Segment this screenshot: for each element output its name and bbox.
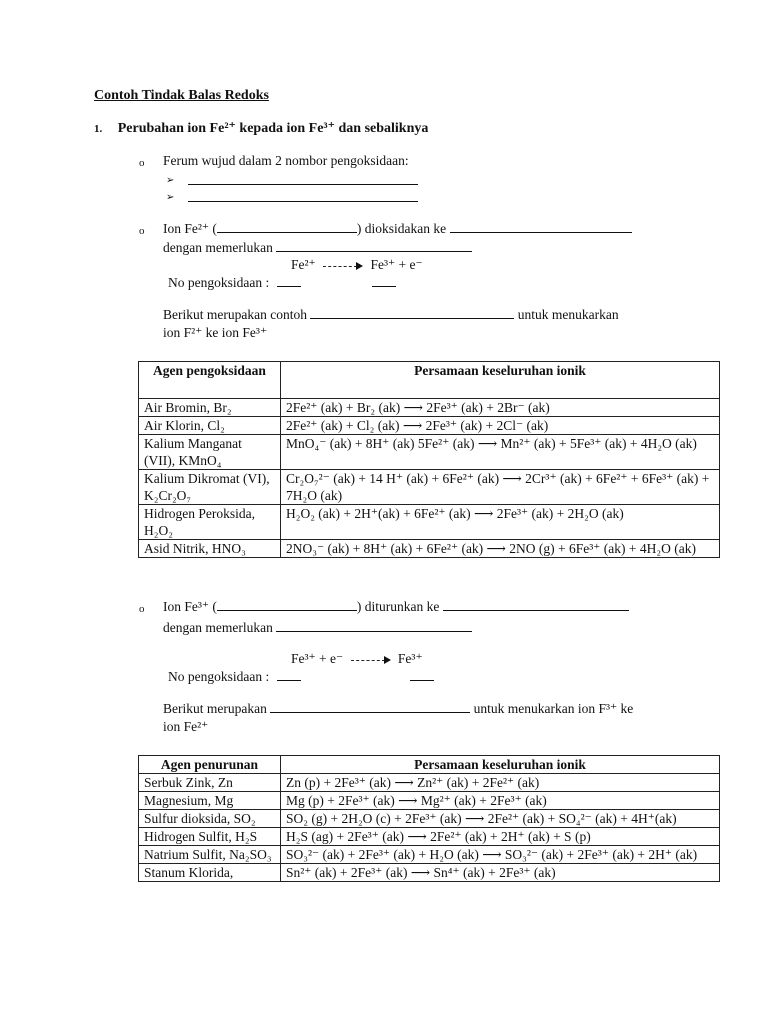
bullet-icon: o xyxy=(139,603,145,615)
agent-cell: Magnesium, Mg xyxy=(139,792,281,810)
bullet-icon: o xyxy=(139,157,145,169)
example-text-end: untuk menukarkan xyxy=(517,307,619,322)
example-line-cont: ion F²⁺ ke ion Fe³⁺ xyxy=(163,325,268,340)
example-text-start: Berikut merupakan contoh xyxy=(163,307,307,322)
agent-cell: Hidrogen Peroksida, H₂O₂ xyxy=(139,505,281,540)
equation-cell: 2Fe²⁺ (ak) + Br₂ (ak) ⟶ 2Fe³⁺ (ak) + 2Br⁻ (ak) xyxy=(281,399,720,417)
arrow-icon xyxy=(323,262,363,270)
equation-cell: SO₂ (g) + 2H₂O (c) + 2Fe³⁺ (ak) ⟶ 2Fe²⁺ (ak) + SO₄²⁻ (ak) + 4H⁺(ak) xyxy=(281,810,720,828)
reduction-line-end: ) diturunkan ke xyxy=(356,599,440,614)
answer-blank[interactable] xyxy=(443,598,629,611)
arrow-icon xyxy=(351,656,391,664)
equation-cell: 2Fe²⁺ (ak) + Cl₂ (ak) ⟶ 2Fe³⁺ (ak) + 2Cl⁻ (ak) xyxy=(281,417,720,435)
reducing-agents-table xyxy=(138,755,720,882)
equation-left: Fe²⁺ xyxy=(291,257,316,272)
answer-blank[interactable] xyxy=(450,220,632,233)
table-row xyxy=(139,435,720,470)
equation-cell: H₂S (ag) + 2Fe³⁺ (ak) ⟶ 2Fe²⁺ (ak) + 2H⁺ (ak) + S (p) xyxy=(281,828,720,846)
oxidation-line-end: ) dioksidakan ke xyxy=(356,221,447,236)
table-row xyxy=(139,792,720,810)
agent-cell: Kalium Dikromat (VI), K₂Cr₂O₇ xyxy=(139,470,281,505)
example-line xyxy=(163,700,633,717)
equation-right: Fe³⁺ xyxy=(397,651,423,666)
agent-cell: Air Klorin, Cl₂ xyxy=(139,417,281,435)
example-text-end: untuk menukarkan ion F³⁺ ke xyxy=(473,701,634,716)
answer-blank[interactable] xyxy=(217,598,357,611)
answer-blank[interactable] xyxy=(188,189,418,206)
oxidation-line-start: Ion Fe²⁺ ( xyxy=(163,221,217,236)
answer-blank[interactable] xyxy=(310,306,514,319)
table-row xyxy=(139,417,720,435)
requirement-label: dengan memerlukan xyxy=(163,620,273,635)
oxidizing-agents-table xyxy=(138,361,720,558)
equation-left: Fe³⁺ + e⁻ xyxy=(291,651,344,666)
table-row xyxy=(139,470,720,505)
agent-cell: Air Bromin, Br₂ xyxy=(139,399,281,417)
agent-cell: Stanum Klorida, xyxy=(139,864,281,882)
example-line xyxy=(163,306,619,323)
example-text-start: Berikut merupakan xyxy=(163,701,267,716)
half-equation xyxy=(291,651,423,667)
table-row xyxy=(139,828,720,846)
section-heading-text: Perubahan ion Fe²⁺ kepada ion Fe³⁺ dan sebaliknya xyxy=(117,121,429,136)
answer-blank[interactable] xyxy=(188,172,418,189)
answer-blank[interactable] xyxy=(410,668,434,685)
equation-cell: H₂O₂ (ak) + 2H⁺(ak) + 6Fe²⁺ (ak) ⟶ 2Fe³⁺ (ak) + 2H₂O (ak) xyxy=(281,505,720,540)
answer-blank[interactable] xyxy=(277,274,301,287)
oxidation-number-label: No pengoksidaan : xyxy=(168,669,270,684)
oxidation-number-line xyxy=(168,274,301,291)
table-row xyxy=(139,810,720,828)
agent-cell: Serbuk Zink, Zn xyxy=(139,774,281,792)
arrowhead-bullet-icon: ➢ xyxy=(166,192,175,203)
table-row xyxy=(139,846,720,864)
answer-blank[interactable] xyxy=(217,220,357,233)
reduction-line-start: Ion Fe³⁺ ( xyxy=(163,599,217,614)
answer-blank[interactable] xyxy=(372,274,396,291)
oxidation-number-line xyxy=(168,668,301,685)
agent-cell: Asid Nitrik, HNO₃ xyxy=(139,540,281,558)
arrowhead-bullet-icon: ➢ xyxy=(166,175,175,186)
table-header: Persamaan keseluruhan ionik xyxy=(281,756,720,774)
example-line-cont: ion Fe²⁺ xyxy=(163,719,209,734)
equation-right: Fe³⁺ + e⁻ xyxy=(370,257,423,272)
answer-blank[interactable] xyxy=(270,700,470,713)
reduction-line xyxy=(163,598,629,615)
oxidation-line xyxy=(163,220,632,237)
table-header: Persamaan keseluruhan ionik xyxy=(281,362,720,399)
table-header: Agen pengoksidaan xyxy=(139,362,281,399)
document-title: Contoh Tindak Balas Redoks xyxy=(94,88,269,103)
equation-cell: Sn²⁺ (ak) + 2Fe³⁺ (ak) ⟶ Sn⁴⁺ (ak) + 2Fe³⁺ (ak) xyxy=(281,864,720,882)
table-row xyxy=(139,540,720,558)
answer-blank[interactable] xyxy=(276,239,472,252)
equation-cell: SO₃²⁻ (ak) + 2Fe³⁺ (ak) + H₂O (ak) ⟶ SO₃²⁻ (ak) + 2Fe³⁺ (ak) + 2H⁺ (ak) xyxy=(281,846,720,864)
table-row xyxy=(139,399,720,417)
equation-cell: Zn (p) + 2Fe³⁺ (ak) ⟶ Zn²⁺ (ak) + 2Fe²⁺ (ak) xyxy=(281,774,720,792)
agent-cell: Hidrogen Sulfit, H₂S xyxy=(139,828,281,846)
table-row xyxy=(139,774,720,792)
table-row xyxy=(139,505,720,540)
agent-cell: Kalium Manganat (VII), KMnO₄ xyxy=(139,435,281,470)
equation-cell: 2NO₃⁻ (ak) + 8H⁺ (ak) + 6Fe²⁺ (ak) ⟶ 2NO (g) + 6Fe³⁺ (ak) + 4H₂O (ak) xyxy=(281,540,720,558)
bullet-icon: o xyxy=(139,225,145,237)
equation-cell: Mg (p) + 2Fe³⁺ (ak) ⟶ Mg²⁺ (ak) + 2Fe³⁺ (ak) xyxy=(281,792,720,810)
section-number: 1. xyxy=(94,123,103,135)
equation-cell: MnO₄⁻ (ak) + 8H⁺ (ak) 5Fe²⁺ (ak) ⟶ Mn²⁺ (ak) + 5Fe³⁺ (ak) + 4H₂O (ak) xyxy=(281,435,720,470)
requirement-line xyxy=(163,619,472,636)
requirement-line xyxy=(163,239,472,256)
oxidation-number-label: No pengoksidaan : xyxy=(168,275,270,290)
table-header: Agen penurunan xyxy=(139,756,281,774)
agent-cell: Sulfur dioksida, SO₂ xyxy=(139,810,281,828)
section-heading xyxy=(94,120,428,137)
bullet-text: Ferum wujud dalam 2 nombor pengoksidaan: xyxy=(163,153,409,168)
equation-cell: Cr₂O₇²⁻ (ak) + 14 H⁺ (ak) + 6Fe²⁺ (ak) ⟶ 2Cr³⁺ (ak) + 6Fe²⁺ + 6Fe³⁺ (ak) + 7H₂O (ak) xyxy=(281,470,720,505)
table-row xyxy=(139,864,720,882)
answer-blank[interactable] xyxy=(276,619,472,632)
answer-blank[interactable] xyxy=(277,668,301,681)
agent-cell: Natrium Sulfit, Na₂SO₃ xyxy=(139,846,281,864)
half-equation xyxy=(291,257,423,273)
requirement-label: dengan memerlukan xyxy=(163,240,273,255)
